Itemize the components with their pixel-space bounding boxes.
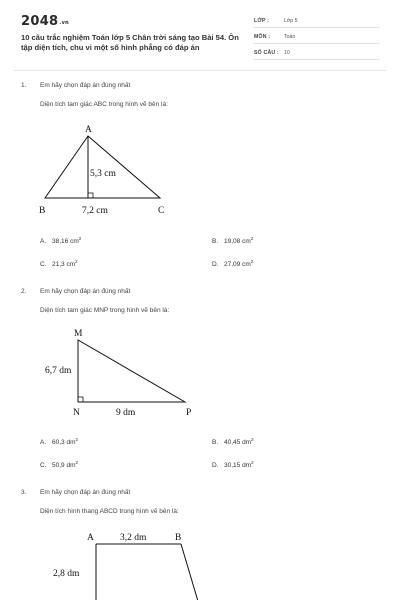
option-exponent: 2 <box>250 259 254 264</box>
vertex-b-label: B <box>39 206 46 216</box>
option-letter: C. <box>40 261 47 269</box>
meta-row-subject <box>254 30 380 44</box>
height-label: 5,3 cm <box>90 169 116 179</box>
logo-sub: .vn <box>59 20 70 26</box>
option-exponent: 2 <box>251 437 254 442</box>
option-value: 27,09 cm <box>224 261 251 269</box>
option-letter: D. <box>212 462 219 470</box>
meta-value: Toán <box>284 34 296 40</box>
option-b[interactable] <box>212 437 254 446</box>
question-text: Diện tích tam giác ABC trong hình vẽ bên là: <box>40 101 168 108</box>
triangle-mnp-figure <box>40 322 200 422</box>
option-exponent: 2 <box>78 236 82 241</box>
vertex-a-label: A <box>85 125 92 135</box>
option-value: 60,3 dm <box>52 439 76 447</box>
option-value: 38,16 cm <box>52 238 79 246</box>
question-text: Diện tích hình thang ABCD trong hình vẽ bên là: <box>40 508 179 515</box>
base-label: 7,2 cm <box>82 206 108 216</box>
vertex-n-label: N <box>73 408 80 418</box>
height-label: 6,7 dm <box>45 366 72 376</box>
vertex-p-label: P <box>186 408 192 418</box>
option-value: 50,9 dm <box>52 462 76 470</box>
height-label: 2,8 dm <box>53 569 80 579</box>
meta-value: Lớp 5 <box>284 18 298 24</box>
meta-label: SỐ CÂU : <box>254 50 279 56</box>
meta-value: 10 <box>284 50 290 56</box>
option-value: 21,3 cm <box>52 261 76 269</box>
logo-main: 2048 <box>21 14 59 29</box>
option-d[interactable] <box>212 259 253 268</box>
meta-row-class <box>254 14 380 28</box>
option-c[interactable] <box>40 460 78 469</box>
meta-label: MÔN : <box>254 34 271 40</box>
option-b[interactable] <box>212 236 253 245</box>
site-logo[interactable] <box>21 14 69 29</box>
trapezoid-right-side <box>181 544 200 600</box>
option-c[interactable] <box>40 259 78 268</box>
question-number: 3. <box>21 489 27 496</box>
document-header <box>0 0 400 70</box>
option-letter: B. <box>212 439 219 447</box>
right-angle-mark <box>78 397 83 402</box>
header-divider <box>14 70 386 71</box>
meta-label: LỚP : <box>254 18 270 24</box>
option-letter: A. <box>40 238 47 246</box>
option-letter: D. <box>212 261 219 269</box>
meta-info <box>254 14 380 62</box>
vertex-c-label: C <box>158 206 165 216</box>
question-number: 2. <box>21 288 27 295</box>
option-exponent: 2 <box>251 460 254 465</box>
option-exponent: 2 <box>75 460 79 465</box>
option-letter: C. <box>40 462 47 470</box>
triangle-abc-figure <box>30 118 180 222</box>
right-angle-mark <box>88 193 93 198</box>
document-title: 10 câu trắc nghiệm Toán lớp 5 Chân trời sáng tạo Bài 54. Ôn tập diện tích, chu vi một số hình phẳng có đáp án <box>21 33 239 52</box>
option-value: 30,15 dm <box>224 462 252 470</box>
vertex-m-label: M <box>74 329 83 339</box>
question-number: 1. <box>21 82 27 89</box>
question-prompt: Em hãy chọn đáp án đúng nhất <box>40 288 131 295</box>
base-label: 9 dm <box>116 408 136 418</box>
option-value: 19,08 cm <box>224 238 251 246</box>
question-prompt: Em hãy chọn đáp án đúng nhất <box>40 489 131 496</box>
option-a[interactable] <box>40 236 81 245</box>
option-exponent: 2 <box>75 259 78 264</box>
option-a[interactable] <box>40 437 78 446</box>
question-text: Diện tích tam giác MNP trong hình vẽ bên là: <box>40 307 170 314</box>
option-exponent: 2 <box>75 437 79 442</box>
vertex-b-label: B <box>175 533 182 543</box>
vertex-a-label: A <box>87 533 94 543</box>
question-prompt: Em hãy chọn đáp án đúng nhất <box>40 82 131 89</box>
triangle-abc-outline <box>45 136 160 198</box>
top-base-label: 3,2 dm <box>120 533 147 543</box>
option-letter: B. <box>212 238 219 246</box>
option-value: 40,45 dm <box>224 439 252 447</box>
option-exponent: 2 <box>250 236 254 241</box>
meta-row-count <box>254 46 380 60</box>
option-letter: A. <box>40 439 47 447</box>
option-d[interactable] <box>212 460 254 469</box>
trapezoid-abcd-figure <box>50 528 220 600</box>
triangle-mnp-outline <box>78 340 185 402</box>
